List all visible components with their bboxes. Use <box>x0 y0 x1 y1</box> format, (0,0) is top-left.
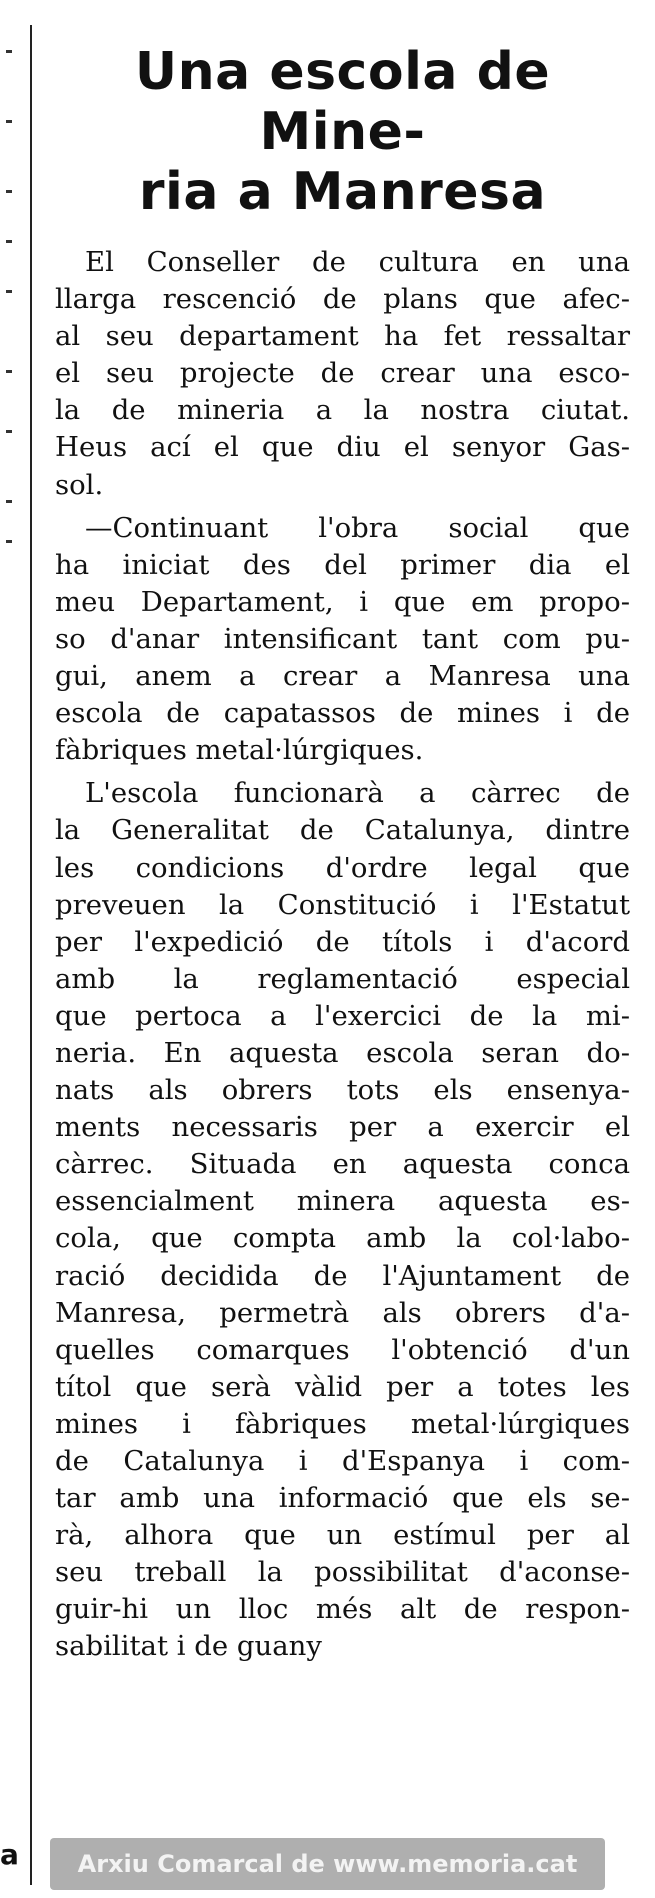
text-line: que pertoca a l'exercici de la mi- <box>55 999 630 1032</box>
text-line: fàbriques metal·lúrgiques. <box>55 734 424 767</box>
text-line: gui, anem a crear a Manresa una <box>55 660 630 693</box>
text-line: llarga rescenció de plans que afec- <box>55 283 630 316</box>
text-line: per l'expedició de títols i d'acord <box>55 925 630 958</box>
text-line: sabilitat i de guany <box>55 1630 322 1663</box>
headline-line: ria a Manresa <box>138 162 547 222</box>
paragraph <box>55 775 630 1665</box>
text-line: L'escola funcionarà a càrrec de <box>85 777 630 810</box>
text-line: Heus ací el que diu el senyor Gas- <box>55 431 630 464</box>
text-line: quelles comarques l'obtenció d'un <box>55 1333 630 1366</box>
text-line: rà, alhora que un estímul per al <box>55 1519 630 1552</box>
text-line: càrrec. Situada en aquesta conca <box>55 1148 630 1181</box>
text-line: Manresa, permetrà als obrers d'a- <box>55 1296 630 1329</box>
text-line: escola de capatassos de mines i de <box>55 697 630 730</box>
text-line: les condicions d'ordre legal que <box>55 851 630 884</box>
text-line: so d'anar intensificant tant com pu- <box>55 622 630 655</box>
text-line: mines i fàbriques metal·lúrgiques <box>55 1407 630 1440</box>
text-line: amb la reglamentació especial <box>55 962 630 995</box>
text-line: al seu departament ha fet ressaltar <box>55 320 630 353</box>
paragraph <box>55 244 630 504</box>
text-line: la de mineria a la nostra ciutat. <box>55 394 630 427</box>
text-line: la Generalitat de Catalunya, dintre <box>55 814 630 847</box>
text-line: ha iniciat des del primer dia el <box>55 548 630 581</box>
archive-watermark-text: Arxiu Comarcal de www.memoria.cat <box>77 1850 578 1878</box>
text-line: sol. <box>55 468 104 501</box>
text-line: nats als obrers tots els ensenya- <box>55 1074 630 1107</box>
text-line: seu treball la possibilitat d'aconse- <box>55 1556 630 1589</box>
text-line: ració decidida de l'Ajuntament de <box>55 1259 630 1292</box>
text-line: preveuen la Constitució i l'Estatut <box>55 888 630 921</box>
headline-line: Una escola de Mine- <box>134 42 551 162</box>
text-line: tar amb una informació que els se- <box>55 1482 630 1515</box>
text-line: de Catalunya i d'Espanya i com- <box>55 1445 630 1477</box>
adjacent-column-letter: a <box>0 1838 19 1871</box>
text-line: títol que serà vàlid per a totes les <box>55 1370 630 1403</box>
column-rule <box>30 25 32 1885</box>
paragraph <box>55 510 630 770</box>
text-line: ments necessaris per a exercir el <box>55 1111 630 1144</box>
text-line: el seu projecte de crear una esco- <box>55 357 630 390</box>
text-line: meu Departament, i que em propo- <box>55 585 630 618</box>
headline <box>55 42 630 222</box>
text-line: cola, que compta amb la col·labo- <box>55 1222 630 1255</box>
article-body <box>55 244 630 1666</box>
article <box>55 42 630 1672</box>
text-line: guir-hi un lloc més alt de respon- <box>55 1593 630 1626</box>
adjacent-column-fragments <box>6 40 18 1840</box>
text-line: —Continuant l'obra social que <box>85 511 630 544</box>
text-line: essencialment minera aquesta es- <box>55 1185 630 1218</box>
text-line: neria. En aquesta escola seran do- <box>55 1036 630 1069</box>
text-line: El Conseller de cultura en una <box>85 246 630 278</box>
